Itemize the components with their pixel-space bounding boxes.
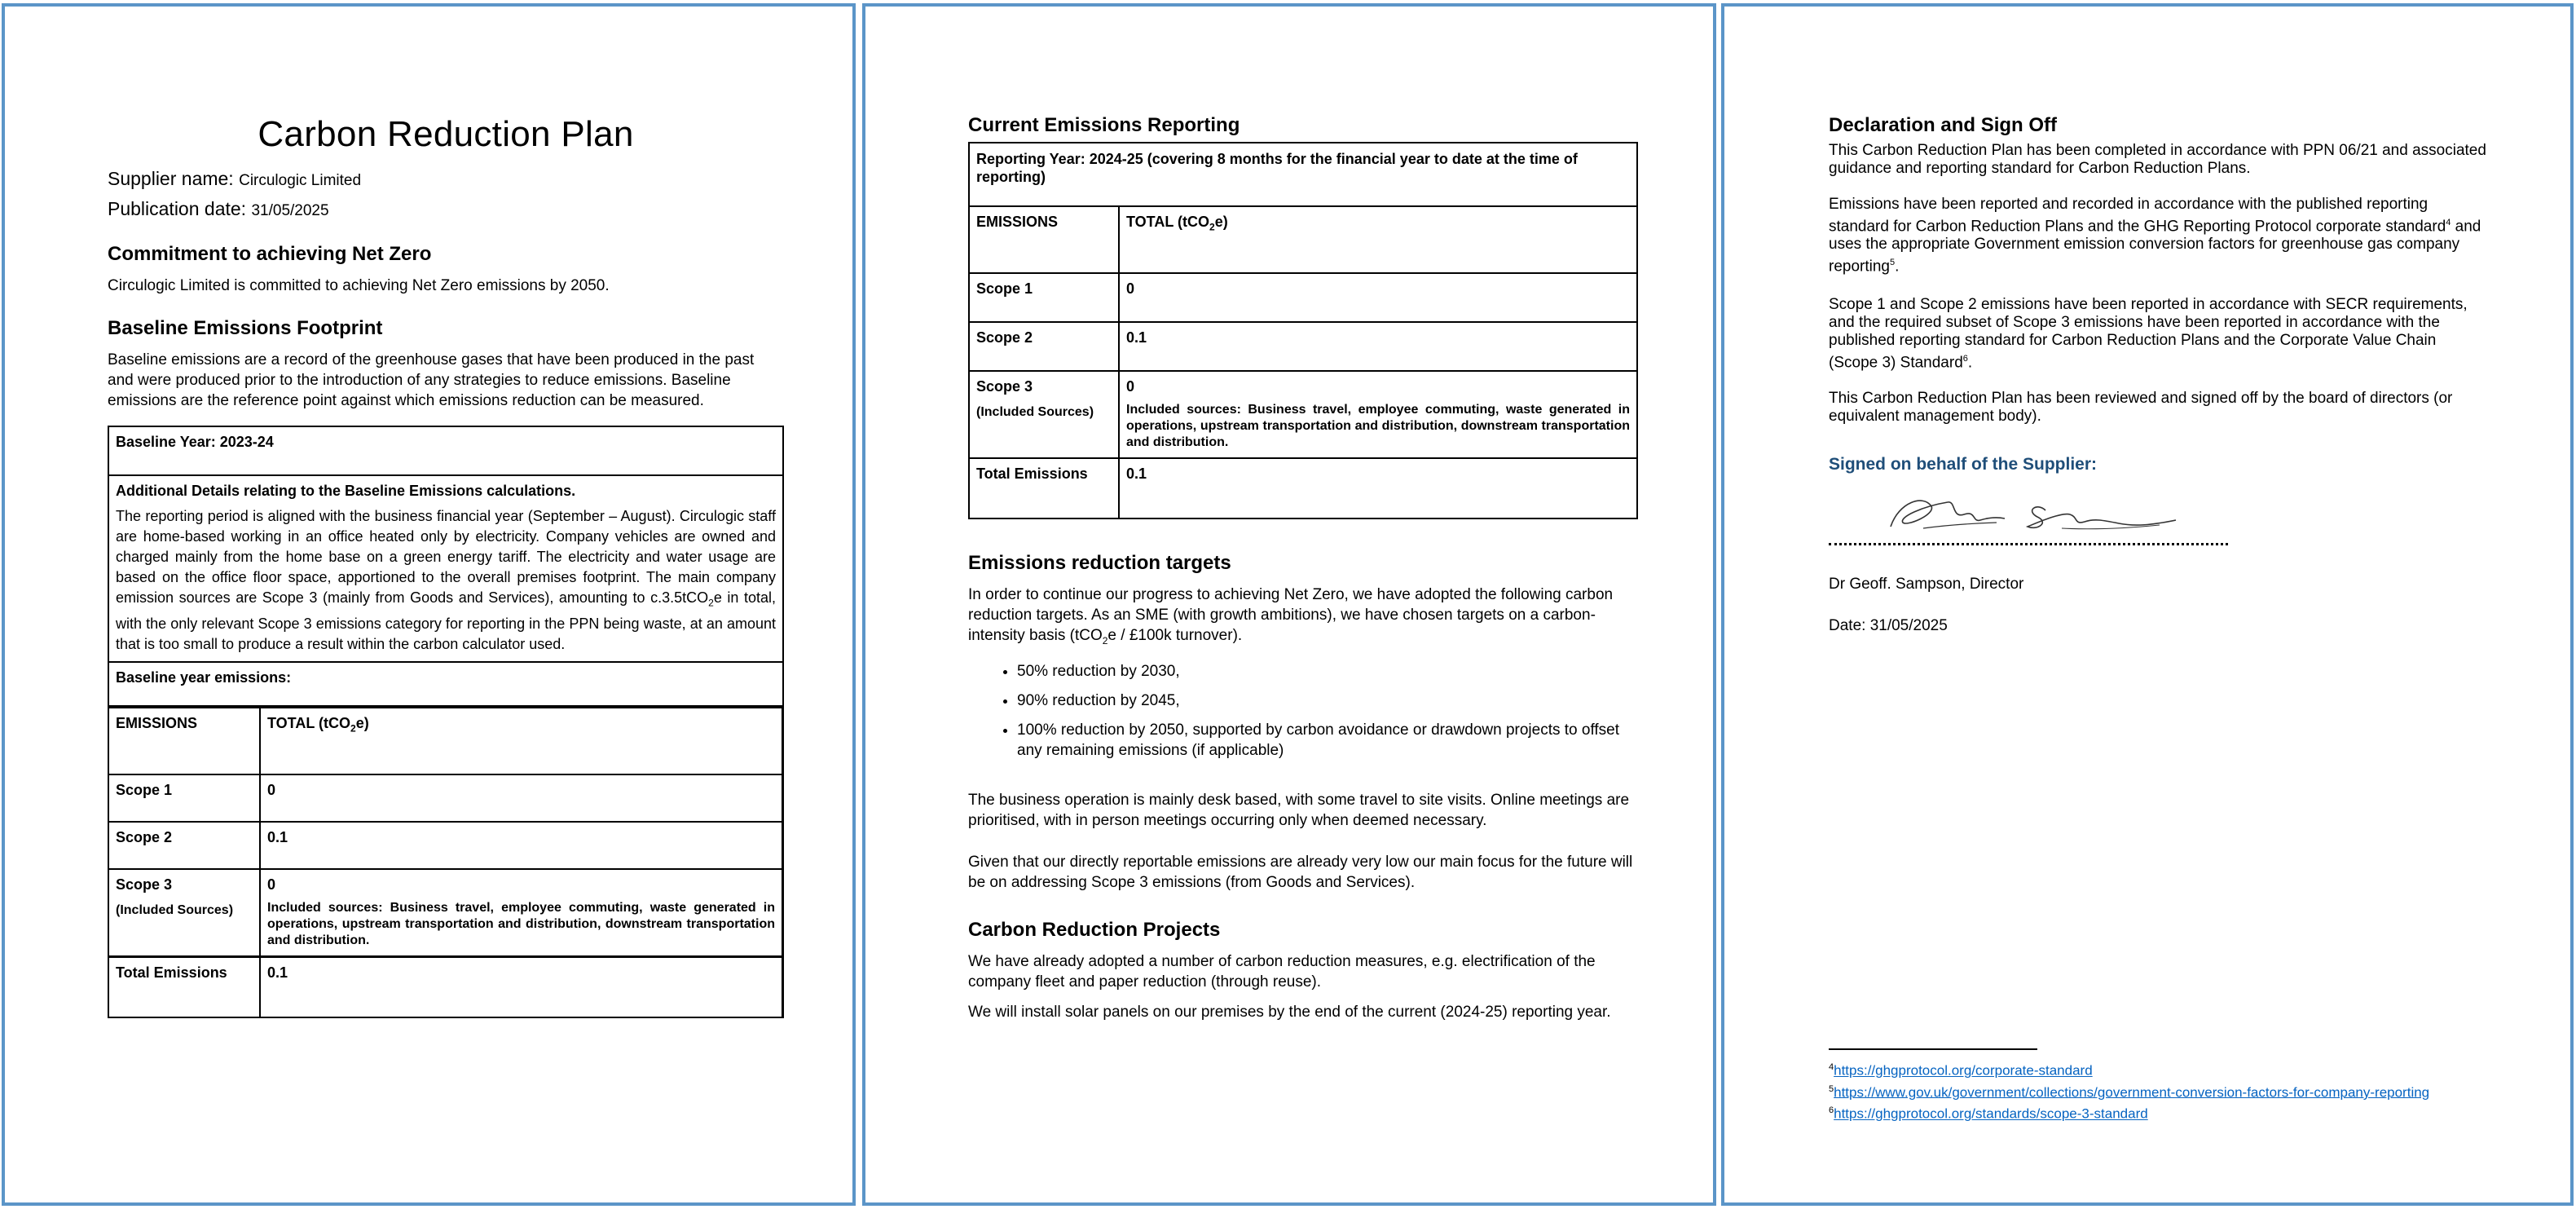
signed-on-behalf-label: Signed on behalf of the Supplier: (1829, 454, 2097, 474)
page-title: Carbon Reduction Plan (258, 114, 634, 154)
scope3-sub-label: (Included Sources) (976, 405, 1094, 419)
footnotes (1829, 1048, 2489, 1123)
scope1-label: Scope 1 (108, 774, 260, 822)
target-item: • 90% reduction by 2045, (1017, 691, 1638, 711)
baseline-emissions-table (108, 707, 784, 1018)
col-emissions: EMISSIONS (969, 206, 1119, 273)
total-label: Total Emissions (108, 956, 260, 1017)
current-emissions-heading: Current Emissions Reporting (968, 114, 1240, 136)
scope1-label: Scope 1 (969, 273, 1119, 322)
projects-text-2: We will install solar panels on our premises by the end of the current (2024-25) reporting year. (968, 1003, 1611, 1021)
total-label: Total Emissions (969, 458, 1119, 518)
footnote-link[interactable]: https://ghgprotocol.org/corporate-standard (1834, 1062, 2093, 1079)
publication-value: 31/05/2025 (251, 202, 329, 219)
publication-label: Publication date: (108, 198, 247, 219)
col-emissions: EMISSIONS (108, 708, 260, 774)
details-heading: Additional Details relating to the Baseline Emissions calculations. (116, 483, 576, 499)
declaration-para-1: This Carbon Reduction Plan has been completed in accordance with PPN 06/21 and associated guidance and reporting standard for Carbon Reduction Plans. (1829, 142, 2486, 177)
scope2-value: 0.1 (1119, 322, 1637, 371)
targets-text: In order to continue our progress to achieving Net Zero, we have adopted the following carbon reduction targets. As an SME (with growth ambitions), we have chosen targets on a carbon-intensity basis (tCO$_2$e / £100k turnover). (968, 586, 1614, 646)
footnote-divider (1829, 1048, 2037, 1050)
scope2-label: Scope 2 (108, 822, 260, 869)
signature-image (1874, 478, 2217, 543)
scope3-sources: Included sources: Business travel, employee commuting, waste generated in operations, upstream transportation and distribution, downstream transportation and distribution. (267, 900, 775, 947)
future-focus-text: Given that our directly reportable emissions are already very low our main focus for the future will be on addressing Scope 3 emissions (from Goods and Services). (968, 853, 1633, 891)
scope3-label: Scope 3 (116, 876, 173, 893)
commitment-heading: Commitment to achieving Net Zero (108, 243, 432, 265)
footnote-link[interactable]: https://www.gov.uk/government/collections/government-conversion-factors-for-company-reporting (1834, 1084, 2430, 1101)
document-page-1 (2, 3, 856, 1206)
signature-line (1829, 543, 2228, 545)
scope3-value: 0 (267, 876, 276, 893)
col-total: TOTAL (tCO$_2$e) (1119, 206, 1637, 273)
signature-area (1829, 474, 2228, 556)
scope2-value: 0.1 (260, 822, 783, 869)
scope3-sub-label: (Included Sources) (116, 902, 234, 917)
details-text: The reporting period is aligned with the business financial year (September – August). Circulogic staff are home-based working in an office heated only by electricity. Company vehicles are owned and charged mainly from the home base on a green energy tariff. The electricity and water usage are based on the office floor space, apportioned to the overall premises footprint. The main company emission sources are Scope 3 (mainly from Goods and Services), amounting to c.3.5tCO$_2$e in total, with the only relevant Scope 3 emissions category for reporting in the PPN being waste, at an amount that is too small to produce a result within the carbon calculator used. (116, 508, 777, 652)
targets-list (968, 661, 1638, 761)
scope3-label: Scope 3 (976, 378, 1033, 395)
document-page-2 (862, 3, 1716, 1206)
commitment-text: Circulogic Limited is committed to achieving Net Zero emissions by 2050. (108, 277, 610, 294)
scope3-value: 0 (1126, 378, 1135, 395)
baseline-text: Baseline emissions are a record of the greenhouse gases that have been produced in the past and were produced prior to the introduction of any strategies to reduce emissions. Baseline emissions are the reference point against which emissions reduction can be measured. (108, 351, 755, 409)
footnote-5: $^5$https://www.gov.uk/government/collections/government-conversion-factors-for-company-reporting (1829, 1083, 2430, 1101)
business-operation-text: The business operation is mainly desk based, with some travel to site visits. Online meetings are prioritised, with in person meetings occurring only when deemed necessary. (968, 791, 1630, 829)
target-item: • 100% reduction by 2050, supported by carbon avoidance or drawdown projects to offset any remaining emissions (if applicable) (1017, 720, 1638, 761)
publication-date (108, 198, 784, 220)
footnote-4: $^4$https://ghgprotocol.org/corporate-standard (1829, 1062, 2093, 1079)
scope1-value: 0 (1119, 273, 1637, 322)
declaration-para-2: Emissions have been reported and recorded in accordance with the published reporting standard for Carbon Reduction Plans and the GHG Reporting Protocol corporate standard$^4$ and uses the appropriate Government emission conversion factors for greenhouse gas company reporting$^5$. (1829, 196, 2481, 276)
targets-heading: Emissions reduction targets (968, 552, 1231, 574)
scope2-label: Scope 2 (969, 322, 1119, 371)
scope1-value: 0 (260, 774, 783, 822)
total-value: 0.1 (260, 956, 783, 1017)
scope3-value-cell (1119, 371, 1637, 458)
baseline-year-emissions-label: Baseline year emissions: (108, 662, 783, 706)
document-page-3 (1721, 3, 2574, 1206)
footnote-6: $^6$https://ghgprotocol.org/standards/scope-3-standard (1829, 1105, 2148, 1122)
reporting-year: Reporting Year: 2024-25 (covering 8 months for the financial year to date at the time of reporting) (969, 143, 1637, 206)
scope3-label-cell (108, 869, 260, 957)
scope3-sources: Included sources: Business travel, employee commuting, waste generated in operations, upstream transportation and distribution, downstream transportation and distribution. (1126, 403, 1630, 449)
supplier-label: Supplier name: (108, 168, 234, 189)
scope3-value-cell (260, 869, 783, 957)
baseline-heading: Baseline Emissions Footprint (108, 317, 383, 339)
sign-off-date: Date: 31/05/2025 (1829, 616, 1948, 634)
baseline-year: Baseline Year: 2023-24 (108, 426, 783, 475)
supplier-value: Circulogic Limited (239, 172, 362, 189)
declaration-para-3: Scope 1 and Scope 2 emissions have been reported in accordance with SECR requirements, and the required subset of Scope 3 emissions have been reported in accordance with the published reporting standard for Carbon Reduction Plans and the Corporate Value Chain (Scope 3) Standard$^6$. (1829, 295, 2468, 371)
supplier-name (108, 168, 784, 190)
scope3-label-cell (969, 371, 1119, 458)
baseline-details-table (108, 426, 784, 707)
footnote-link[interactable]: https://ghgprotocol.org/standards/scope-3-standard (1834, 1105, 2148, 1122)
baseline-details-cell (108, 475, 783, 662)
current-emissions-table (968, 142, 1638, 519)
declaration-para-4: This Carbon Reduction Plan has been reviewed and signed off by the board of directors (or equivalent management body). (1829, 389, 2453, 425)
declaration-heading: Declaration and Sign Off (1829, 114, 2058, 136)
target-item: • 50% reduction by 2030, (1017, 661, 1638, 682)
signatory-name: Dr Geoff. Sampson, Director (1829, 575, 2024, 593)
col-total: TOTAL (tCO$_2$e) (260, 708, 783, 774)
total-value: 0.1 (1119, 458, 1637, 518)
projects-heading: Carbon Reduction Projects (968, 918, 1221, 941)
projects-text-1: We have already adopted a number of carbon reduction measures, e.g. electrification of the company fleet and paper reduction (through reuse). (968, 952, 1596, 991)
